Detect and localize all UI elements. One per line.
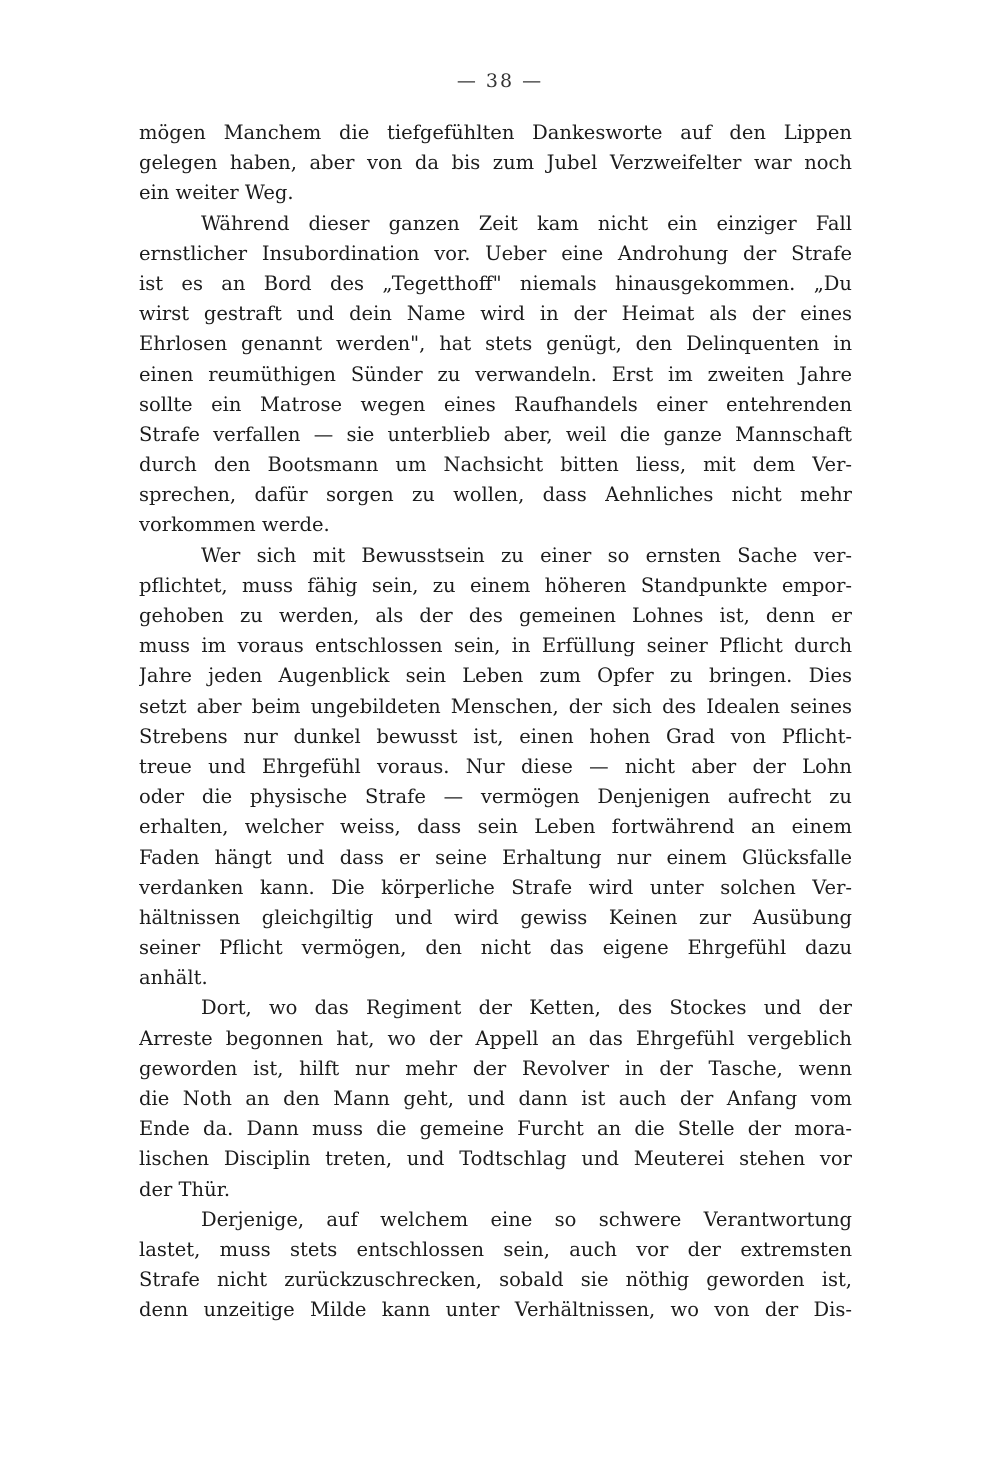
text-line: vorkommen werde. bbox=[139, 513, 330, 537]
text-line: oder die physische Strafe — vermögen Denjenigen aufrecht zu bbox=[139, 785, 852, 809]
text-line: hältnissen gleichgiltig und wird gewiss Keinen zur Ausübung bbox=[139, 905, 852, 929]
text-line: Derjenige, auf welchem eine so schwere Verantwortung bbox=[201, 1207, 852, 1231]
text-line: Strebens nur dunkel bewusst ist, einen hohen Grad von Pflicht- bbox=[139, 724, 852, 748]
text-line: die Noth an den Mann geht, und dann ist auch der Anfang vom bbox=[139, 1087, 852, 1110]
text-line: muss im voraus entschlossen sein, in Erfüllung seiner Pflicht durch bbox=[139, 634, 852, 658]
page-number: — 38 — bbox=[456, 70, 544, 92]
text-line: sollte ein Matrose wegen eines Raufhandels einer entehrenden bbox=[139, 392, 852, 416]
text-line: treue und Ehrgefühl voraus. Nur diese — nicht aber der Lohn bbox=[139, 754, 852, 778]
text-line: einen reumüthigen Sünder zu verwandeln. Erst im zweiten Jahre bbox=[139, 362, 852, 386]
text-line: wirst gestraft und dein Name wird in der Heimat als der eines bbox=[139, 302, 852, 326]
text-line: der Thür. bbox=[139, 1177, 231, 1201]
text-line: Ehrlosen genannt werden", hat stets genügt, den Delinquenten in bbox=[139, 332, 852, 356]
body-text bbox=[139, 118, 852, 1326]
text-line: ernstlicher Insubordination vor. Ueber eine Androhung der Strafe bbox=[139, 241, 852, 265]
text-line: sprechen, dafür sorgen zu wollen, dass Aehnliches nicht mehr bbox=[139, 483, 852, 507]
text-line: Faden hängt und dass er seine Erhaltung nur einem Glücksfalle bbox=[139, 845, 852, 869]
text-line: mögen Manchem die tiefgefühlten Dankesworte auf den Lippen bbox=[139, 121, 852, 144]
text-line: setzt aber beim ungebildeten Menschen, der sich des Idealen seines bbox=[139, 694, 852, 718]
text-line: denn unzeitige Milde kann unter Verhältnissen, wo von der Dis- bbox=[139, 1298, 852, 1322]
text-line: durch den Bootsmann um Nachsicht bitten liess, mit dem Ver- bbox=[139, 453, 852, 477]
text-line: seiner Pflicht vermögen, den nicht das eigene Ehrgefühl dazu bbox=[139, 936, 852, 960]
text-line: gelegen haben, aber von da bis zum Jubel Verzweifelter war noch bbox=[139, 151, 852, 175]
text-line: Während dieser ganzen Zeit kam nicht ein einziger Fall bbox=[201, 211, 852, 235]
text-line: Arreste begonnen hat, wo der Appell an das Ehrgefühl vergeblich bbox=[139, 1026, 852, 1050]
text-line: Strafe verfallen — sie unterblieb aber, weil die ganze Mannschaft bbox=[139, 422, 852, 446]
text-line: erhalten, welcher weiss, dass sein Leben fortwährend an einem bbox=[139, 815, 852, 839]
text-line: lischen Disciplin treten, und Todtschlag und Meuterei stehen vor bbox=[139, 1147, 852, 1171]
text-line: Jahre jeden Augenblick sein Leben zum Opfer zu bringen. Dies bbox=[139, 664, 852, 688]
text-line: geworden ist, hilft nur mehr der Revolver in der Tasche, wenn bbox=[139, 1056, 852, 1080]
text-line: ein weiter Weg. bbox=[139, 181, 294, 205]
text-line: anhält. bbox=[139, 966, 208, 990]
text-line: Wer sich mit Bewusstsein zu einer so ernsten Sache ver- bbox=[201, 543, 852, 567]
text-line: lastet, muss stets entschlossen sein, auch vor der extremsten bbox=[139, 1237, 852, 1261]
text-line: verdanken kann. Die körperliche Strafe wird unter solchen Ver- bbox=[139, 875, 852, 899]
text-line: ist es an Bord des „Tegetthoff" niemals hinausgekommen. „Du bbox=[139, 271, 852, 295]
text-line: gehoben zu werden, als der des gemeinen Lohnes ist, denn er bbox=[139, 604, 852, 627]
text-line: Ende da. Dann muss die gemeine Furcht an die Stelle der mora- bbox=[139, 1117, 852, 1141]
text-line: Strafe nicht zurückzuschrecken, sobald sie nöthig geworden ist, bbox=[139, 1268, 852, 1292]
text-line: pflichtet, muss fähig sein, zu einem höheren Standpunkte empor- bbox=[139, 573, 852, 597]
text-line: Dort, wo das Regiment der Ketten, des Stockes und der bbox=[201, 996, 852, 1020]
